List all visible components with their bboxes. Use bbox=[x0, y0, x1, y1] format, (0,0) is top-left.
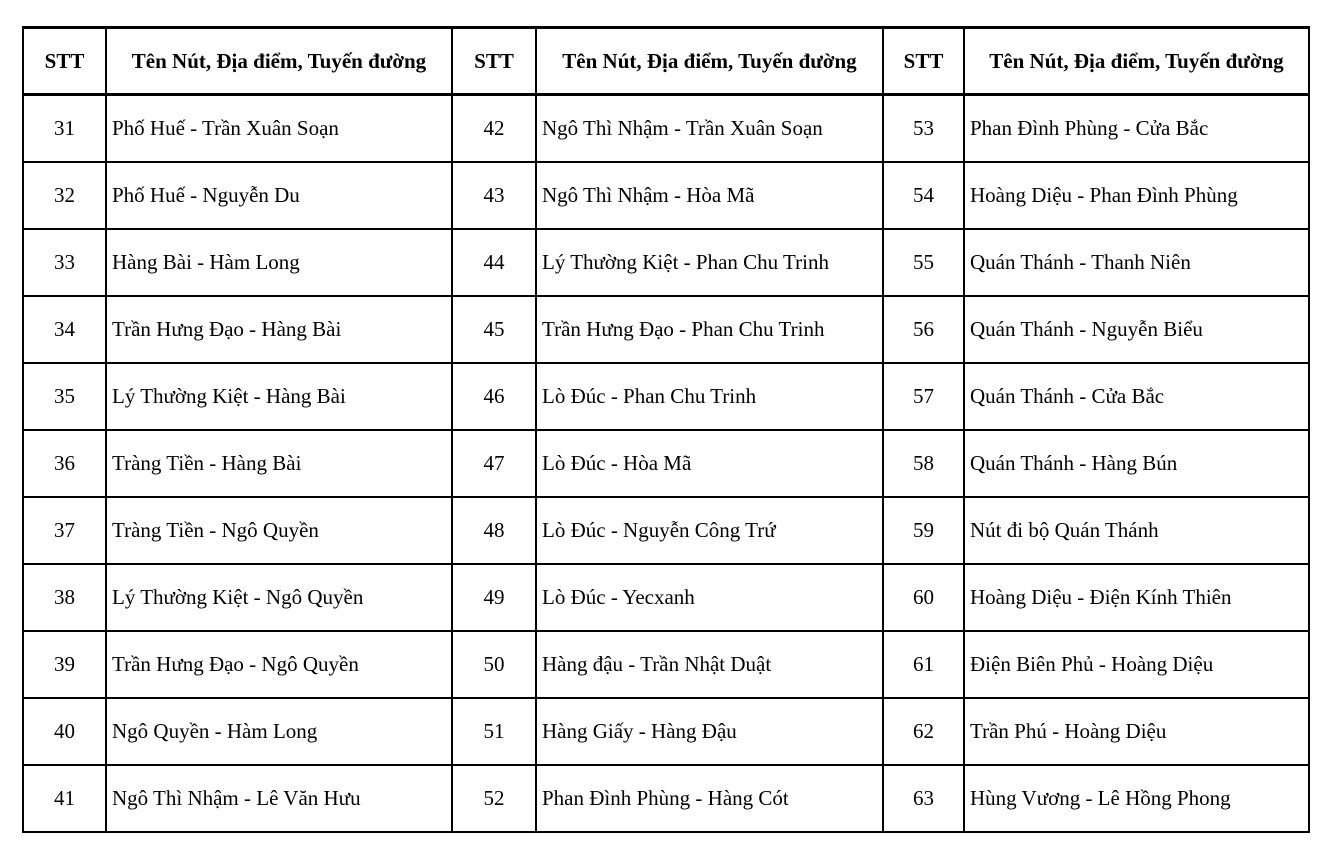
stt-cell: 39 bbox=[23, 631, 106, 698]
name-cell: Hàng đậu - Trần Nhật Duật bbox=[536, 631, 883, 698]
table-header-row bbox=[23, 28, 1309, 95]
stt-header-3: STT bbox=[883, 28, 964, 95]
stt-cell: 61 bbox=[883, 631, 964, 698]
stt-cell: 59 bbox=[883, 497, 964, 564]
table-row bbox=[23, 765, 1309, 832]
stt-cell: 32 bbox=[23, 162, 106, 229]
name-cell: Trần Hưng Đạo - Phan Chu Trinh bbox=[536, 296, 883, 363]
stt-cell: 43 bbox=[452, 162, 536, 229]
name-cell: Lò Đúc - Yecxanh bbox=[536, 564, 883, 631]
name-cell: Tràng Tiền - Ngô Quyền bbox=[106, 497, 452, 564]
name-cell: Lý Thường Kiệt - Phan Chu Trinh bbox=[536, 229, 883, 296]
name-cell: Trần Hưng Đạo - Ngô Quyền bbox=[106, 631, 452, 698]
stt-cell: 51 bbox=[452, 698, 536, 765]
stt-cell: 54 bbox=[883, 162, 964, 229]
name-cell: Ngô Thì Nhậm - Hòa Mã bbox=[536, 162, 883, 229]
stt-cell: 58 bbox=[883, 430, 964, 497]
name-cell: Hàng Bài - Hàm Long bbox=[106, 229, 452, 296]
stt-cell: 56 bbox=[883, 296, 964, 363]
table-row bbox=[23, 363, 1309, 430]
stt-cell: 47 bbox=[452, 430, 536, 497]
table-row bbox=[23, 497, 1309, 564]
name-cell: Điện Biên Phủ - Hoàng Diệu bbox=[964, 631, 1309, 698]
stt-cell: 41 bbox=[23, 765, 106, 832]
name-cell: Hàng Giấy - Hàng Đậu bbox=[536, 698, 883, 765]
stt-cell: 40 bbox=[23, 698, 106, 765]
stt-cell: 48 bbox=[452, 497, 536, 564]
name-cell: Lò Đúc - Phan Chu Trinh bbox=[536, 363, 883, 430]
stt-cell: 31 bbox=[23, 95, 106, 162]
stt-cell: 35 bbox=[23, 363, 106, 430]
name-cell: Quán Thánh - Hàng Bún bbox=[964, 430, 1309, 497]
name-cell: Ngô Thì Nhậm - Trần Xuân Soạn bbox=[536, 95, 883, 162]
name-header-3: Tên Nút, Địa điểm, Tuyến đường bbox=[964, 28, 1309, 95]
name-header-1: Tên Nút, Địa điểm, Tuyến đường bbox=[106, 28, 452, 95]
table-row bbox=[23, 564, 1309, 631]
name-header-2: Tên Nút, Địa điểm, Tuyến đường bbox=[536, 28, 883, 95]
name-cell: Trần Hưng Đạo - Hàng Bài bbox=[106, 296, 452, 363]
stt-cell: 63 bbox=[883, 765, 964, 832]
name-cell: Hoàng Diệu - Điện Kính Thiên bbox=[964, 564, 1309, 631]
stt-cell: 37 bbox=[23, 497, 106, 564]
stt-cell: 60 bbox=[883, 564, 964, 631]
name-cell: Lò Đúc - Hòa Mã bbox=[536, 430, 883, 497]
stt-cell: 33 bbox=[23, 229, 106, 296]
table-row bbox=[23, 698, 1309, 765]
stt-cell: 52 bbox=[452, 765, 536, 832]
name-cell: Tràng Tiền - Hàng Bài bbox=[106, 430, 452, 497]
stt-cell: 45 bbox=[452, 296, 536, 363]
table-row bbox=[23, 631, 1309, 698]
stt-cell: 42 bbox=[452, 95, 536, 162]
stt-cell: 34 bbox=[23, 296, 106, 363]
stt-cell: 53 bbox=[883, 95, 964, 162]
table-row bbox=[23, 296, 1309, 363]
stt-cell: 57 bbox=[883, 363, 964, 430]
name-cell: Lý Thường Kiệt - Ngô Quyền bbox=[106, 564, 452, 631]
table-row bbox=[23, 430, 1309, 497]
name-cell: Quán Thánh - Cửa Bắc bbox=[964, 363, 1309, 430]
stt-cell: 46 bbox=[452, 363, 536, 430]
name-cell: Phan Đình Phùng - Cửa Bắc bbox=[964, 95, 1309, 162]
stt-cell: 62 bbox=[883, 698, 964, 765]
name-cell: Phố Huế - Nguyễn Du bbox=[106, 162, 452, 229]
name-cell: Trần Phú - Hoàng Diệu bbox=[964, 698, 1309, 765]
name-cell: Quán Thánh - Thanh Niên bbox=[964, 229, 1309, 296]
name-cell: Quán Thánh - Nguyễn Biểu bbox=[964, 296, 1309, 363]
name-cell: Lý Thường Kiệt - Hàng Bài bbox=[106, 363, 452, 430]
name-cell: Ngô Quyền - Hàm Long bbox=[106, 698, 452, 765]
stt-cell: 49 bbox=[452, 564, 536, 631]
table-row bbox=[23, 162, 1309, 229]
name-cell: Nút đi bộ Quán Thánh bbox=[964, 497, 1309, 564]
name-cell: Phố Huế - Trần Xuân Soạn bbox=[106, 95, 452, 162]
stt-header-2: STT bbox=[452, 28, 536, 95]
name-cell: Hoàng Diệu - Phan Đình Phùng bbox=[964, 162, 1309, 229]
name-cell: Hùng Vương - Lê Hồng Phong bbox=[964, 765, 1309, 832]
name-cell: Phan Đình Phùng - Hàng Cót bbox=[536, 765, 883, 832]
table-row bbox=[23, 229, 1309, 296]
name-cell: Lò Đúc - Nguyễn Công Trứ bbox=[536, 497, 883, 564]
stt-cell: 55 bbox=[883, 229, 964, 296]
intersection-table bbox=[22, 26, 1310, 833]
name-cell: Ngô Thì Nhậm - Lê Văn Hưu bbox=[106, 765, 452, 832]
table-body bbox=[23, 95, 1309, 832]
table-row bbox=[23, 95, 1309, 162]
stt-cell: 36 bbox=[23, 430, 106, 497]
stt-header-1: STT bbox=[23, 28, 106, 95]
stt-cell: 38 bbox=[23, 564, 106, 631]
stt-cell: 50 bbox=[452, 631, 536, 698]
stt-cell: 44 bbox=[452, 229, 536, 296]
